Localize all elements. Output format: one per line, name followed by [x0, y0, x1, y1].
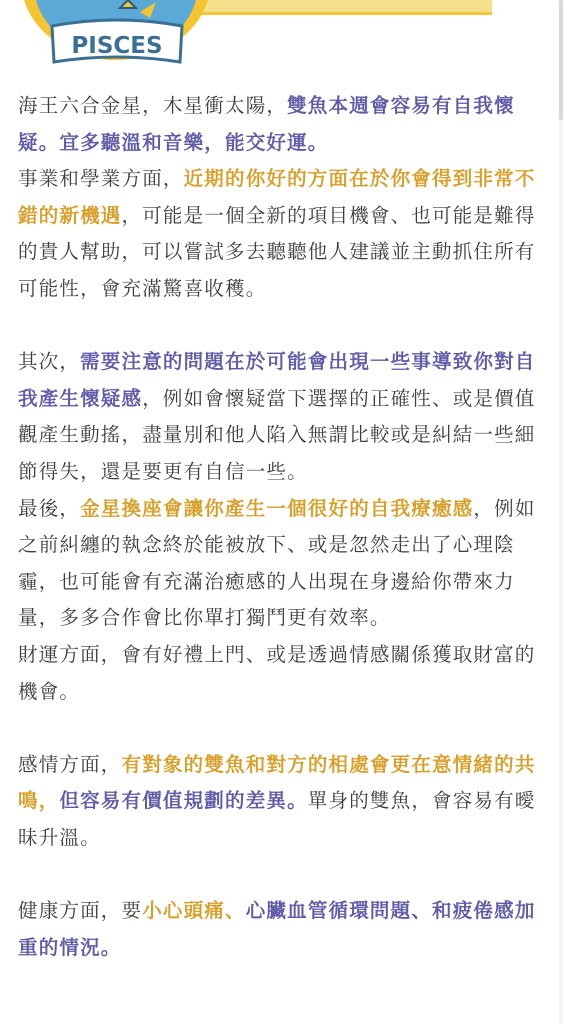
paragraph-gap — [18, 308, 548, 345]
paragraph-gap — [18, 856, 548, 893]
article-paragraph — [18, 88, 548, 161]
highlighted-text-purple: 心臟血管循環問題、和疲倦感加重的情況。 — [18, 899, 536, 959]
banner-stripe-edge — [170, 12, 492, 15]
horoscope-article — [18, 88, 548, 966]
article-paragraph — [18, 637, 548, 710]
highlighted-text-gold: 有對象的雙魚和對方的相處會更在意情緒的共鳴， — [18, 752, 536, 813]
article-paragraph — [18, 491, 548, 637]
pisces-badge-text: PISCES — [71, 33, 163, 59]
paragraph-text: 海王六合金星，木星衝太陽， — [18, 94, 288, 117]
paragraph-text: 其次， — [18, 350, 81, 374]
banner-stripe — [170, 0, 492, 14]
article-paragraph — [18, 344, 548, 490]
article-paragraph — [18, 747, 548, 857]
highlighted-text-gold: 小心頭痛、 — [142, 899, 246, 923]
paragraph-text: 最後， — [18, 496, 81, 520]
highlighted-text-gold: 近期的你好的方面在於你會得到非常不錯的新機遇 — [18, 167, 536, 227]
scrollbar-track[interactable] — [559, 0, 563, 1024]
highlighted-text-purple: 需要注意的問題在於可能會出現一些事導致你對自我產生懷疑感 — [18, 350, 536, 410]
paragraph-text: ，可能是一個全新的項目機會、也可能是難得的貴人幫助，可以嘗試多去聽聽他人建議並主動抓住所有可能性，會充滿驚喜收穫。 — [18, 203, 536, 300]
paragraph-text: ，例如會懷疑當下選擇的正確性、或是價值觀產生動搖，盡量別和他人陷入無謂比較或是糾結一些細節得失，還是要更有自信一些。 — [18, 386, 536, 483]
paragraph-text: 感情方面， — [18, 752, 122, 776]
scrollbar-thumb[interactable] — [559, 0, 563, 120]
highlighted-text-purple: 雙魚本週會容易有自我懷疑。宜多聽溫和音樂，能交好運。 — [18, 94, 515, 154]
paragraph-text: 健康方面，要 — [18, 899, 143, 923]
paragraph-text: ，例如之前糾纏的執念終於能被放下、或是忽然走出了心理陰霾，也可能會有充滿治癒感的人出現在身邊給你帶來力量，多多合作會比你單打獨鬥更有效率。 — [18, 496, 536, 630]
highlighted-text-purple: 但容易有價值規劃的差異。 — [59, 789, 308, 813]
paragraph-gap — [18, 710, 548, 747]
paragraph-text: 單身的雙魚，會容易有曖昧升溫。 — [18, 789, 536, 849]
paragraph-text: 事業和學業方面， — [18, 167, 184, 191]
highlighted-text-gold: 金星換座會讓你產生一個很好的自我療癒感 — [80, 496, 474, 520]
paragraph-text: 財運方面，會有好禮上門、或是透過情感關係獲取財富的機會。 — [18, 642, 536, 703]
pisces-banner — [0, 0, 563, 84]
article-paragraph — [18, 161, 548, 307]
article-paragraph — [18, 893, 548, 966]
